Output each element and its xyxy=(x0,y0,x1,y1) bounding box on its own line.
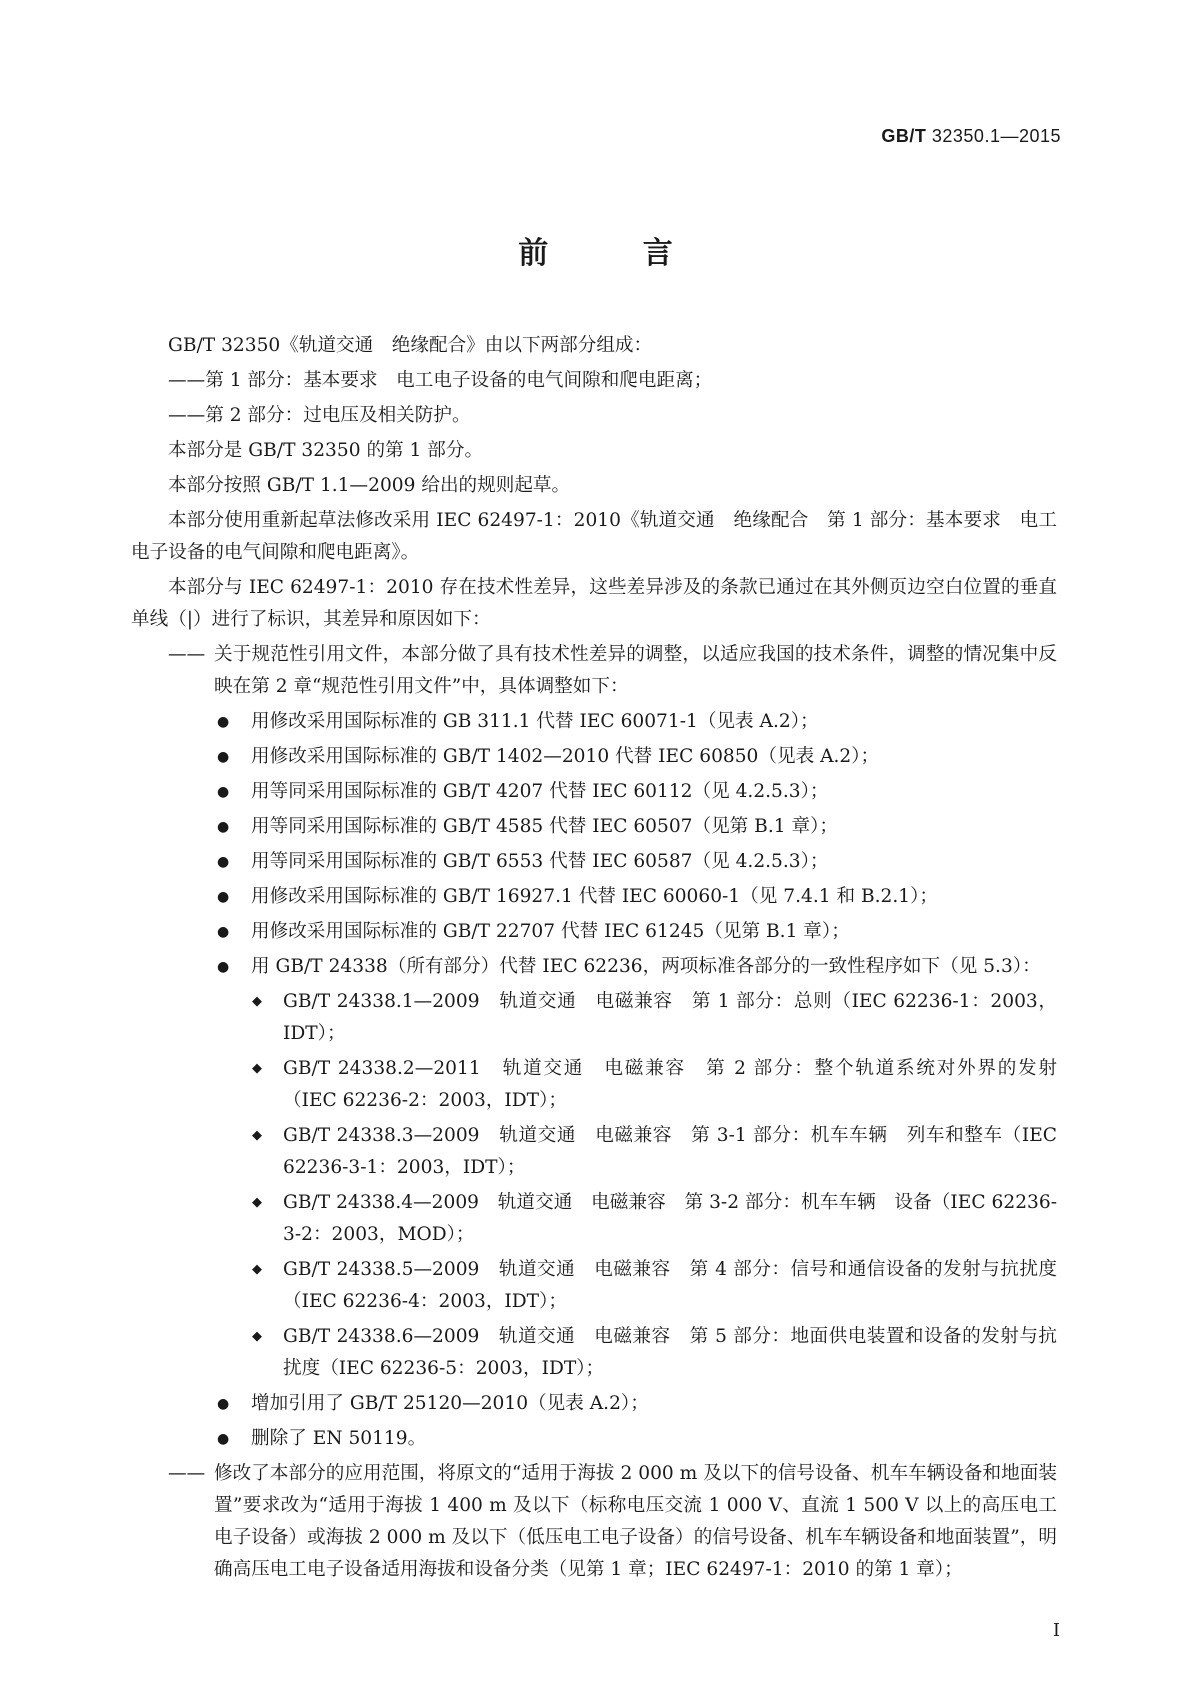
diamond-icon: ◆ xyxy=(252,1195,262,1210)
bullet-item xyxy=(131,951,1057,983)
sub-bullet-item xyxy=(131,1120,1057,1184)
bullet-icon: ● xyxy=(217,1396,230,1412)
diamond-icon: ◆ xyxy=(252,1128,262,1143)
paragraph: 本部分是 GB/T 32350 的第 1 部分。 xyxy=(168,440,484,461)
bullet-item xyxy=(131,811,1057,843)
standard-code-prefix: GB/T xyxy=(881,126,927,146)
sub-bullet-item xyxy=(131,1053,1057,1117)
standard-code-number: 32350.1—2015 xyxy=(931,126,1061,146)
sub-bullet-item xyxy=(131,986,1057,1050)
bullet-text: 用修改采用国际标准的 GB/T 16927.1 代替 IEC 60060-1（见 7.4.1 和 B.2.1）； xyxy=(251,886,939,907)
dash-item-text: 修改了本部分的应用范围，将原文的“适用于海拔 2 000 m 及以下的信号设备、机车车辆设备和地面装置”要求改为“适用于海拔 1 400 m 及以下（标称电压交流 1 000 V、直流 1 500 V 以上的高压电工电子设备）或海拔 2 000 m 及以下（低压电工电子设备）的信号设备、机车车辆设备和地面装置”，明确高压电工电子设备适用海拔和设备分类（见第 1 章；IEC 62497-1：2010 的第 1 章）； xyxy=(214,1463,1057,1580)
sub-bullet-item xyxy=(131,1321,1057,1385)
bullet-text: 用 GB/T 24338（所有部分）代替 IEC 62236，两项标准各部分的一致性程序如下（见 5.3）： xyxy=(251,956,1041,977)
bullet-icon: ● xyxy=(217,749,230,765)
sub-bullet-text: GB/T 24338.2—2011 轨道交通 电磁兼容 第 2 部分：整个轨道系统对外界的发射（IEC 62236-2：2003，IDT）； xyxy=(283,1058,1057,1111)
bullet-icon: ● xyxy=(217,854,230,870)
bullet-icon: ● xyxy=(217,819,230,835)
bullet-icon: ● xyxy=(217,784,230,800)
paragraph: ——第 2 部分：过电压及相关防护。 xyxy=(168,405,471,426)
bullet-text: 用修改采用国际标准的 GB/T 1402—2010 代替 IEC 60850（见表 A.2）； xyxy=(251,746,880,767)
diamond-icon: ◆ xyxy=(252,1329,262,1344)
bullet-text: 删除了 EN 50119。 xyxy=(251,1428,427,1449)
dash-marker: —— xyxy=(168,1463,206,1484)
bullet-text: 用等同采用国际标准的 GB/T 4207 代替 IEC 60112（见 4.2.5.3）； xyxy=(251,781,829,802)
bullet-text: 增加引用了 GB/T 25120—2010（见表 A.2）； xyxy=(251,1393,649,1414)
paragraph: GB/T 32350《轨道交通 绝缘配合》由以下两部分组成： xyxy=(168,335,653,356)
dash-item xyxy=(131,639,1057,703)
bullet-icon: ● xyxy=(217,714,230,730)
paragraph: 本部分按照 GB/T 1.1—2009 给出的规则起草。 xyxy=(168,475,571,496)
bullet-item xyxy=(131,1423,1057,1455)
bullet-item xyxy=(131,1388,1057,1420)
sub-bullet-item xyxy=(131,1254,1057,1318)
page-number: I xyxy=(1052,1620,1060,1641)
paragraph: 本部分使用重新起草法修改采用 IEC 62497-1：2010《轨道交通 绝缘配合 第 1 部分：基本要求 电工电子设备的电气间隙和爬电距离》。 xyxy=(131,510,1057,563)
bullet-text: 用修改采用国际标准的 GB 311.1 代替 IEC 60071-1（见表 A.2）； xyxy=(251,711,819,732)
paragraph: 本部分与 IEC 62497-1：2010 存在技术性差异，这些差异涉及的条款已通过在其外侧页边空白位置的垂直单线（|）进行了标识，其差异和原因如下： xyxy=(131,577,1057,630)
bullet-item xyxy=(131,916,1057,948)
sub-bullet-text: GB/T 24338.1—2009 轨道交通 电磁兼容 第 1 部分：总则（IEC 62236-1：2003，IDT）； xyxy=(283,991,1057,1044)
diamond-icon: ◆ xyxy=(252,1061,262,1076)
paragraph: ——第 1 部分：基本要求 电工电子设备的电气间隙和爬电距离； xyxy=(168,370,713,391)
bullet-item xyxy=(131,706,1057,738)
bullet-icon: ● xyxy=(217,959,230,975)
sub-bullet-text: GB/T 24338.5—2009 轨道交通 电磁兼容 第 4 部分：信号和通信设备的发射与抗扰度（IEC 62236-4：2003，IDT）； xyxy=(283,1259,1057,1312)
bullet-item xyxy=(131,776,1057,808)
page-title: 前 言 xyxy=(518,236,715,271)
bullet-item xyxy=(131,881,1057,913)
dash-marker: —— xyxy=(168,644,206,665)
sub-bullet-text: GB/T 24338.3—2009 轨道交通 电磁兼容 第 3-1 部分：机车车辆 列车和整车（IEC 62236-3-1：2003，IDT）； xyxy=(283,1125,1057,1178)
sub-bullet-text: GB/T 24338.6—2009 轨道交通 电磁兼容 第 5 部分：地面供电装置和设备的发射与抗扰度（IEC 62236-5：2003，IDT）； xyxy=(283,1326,1057,1379)
bullet-icon: ● xyxy=(217,1431,230,1447)
sub-bullet-text: GB/T 24338.4—2009 轨道交通 电磁兼容 第 3-2 部分：机车车辆 设备（IEC 62236-3-2：2003，MOD）； xyxy=(283,1192,1057,1245)
standard-code-header xyxy=(881,126,1061,147)
bullet-icon: ● xyxy=(217,924,230,940)
sub-bullet-item xyxy=(131,1187,1057,1251)
bullet-text: 用等同采用国际标准的 GB/T 4585 代替 IEC 60507（见第 B.1 章）； xyxy=(251,816,838,837)
bullet-item xyxy=(131,741,1057,773)
bullet-text: 用等同采用国际标准的 GB/T 6553 代替 IEC 60587（见 4.2.5.3）； xyxy=(251,851,829,872)
dash-item xyxy=(131,1458,1057,1586)
bullet-item xyxy=(131,846,1057,878)
dash-item-text: 关于规范性引用文件，本部分做了具有技术性差异的调整，以适应我国的技术条件，调整的情况集中反映在第 2 章“规范性引用文件”中，具体调整如下： xyxy=(214,644,1057,697)
foreword-body xyxy=(131,330,1057,1589)
bullet-text: 用修改采用国际标准的 GB/T 22707 代替 IEC 61245（见第 B.1 章）； xyxy=(251,921,850,942)
diamond-icon: ◆ xyxy=(252,1262,262,1277)
bullet-icon: ● xyxy=(217,889,230,905)
diamond-icon: ◆ xyxy=(252,994,262,1009)
